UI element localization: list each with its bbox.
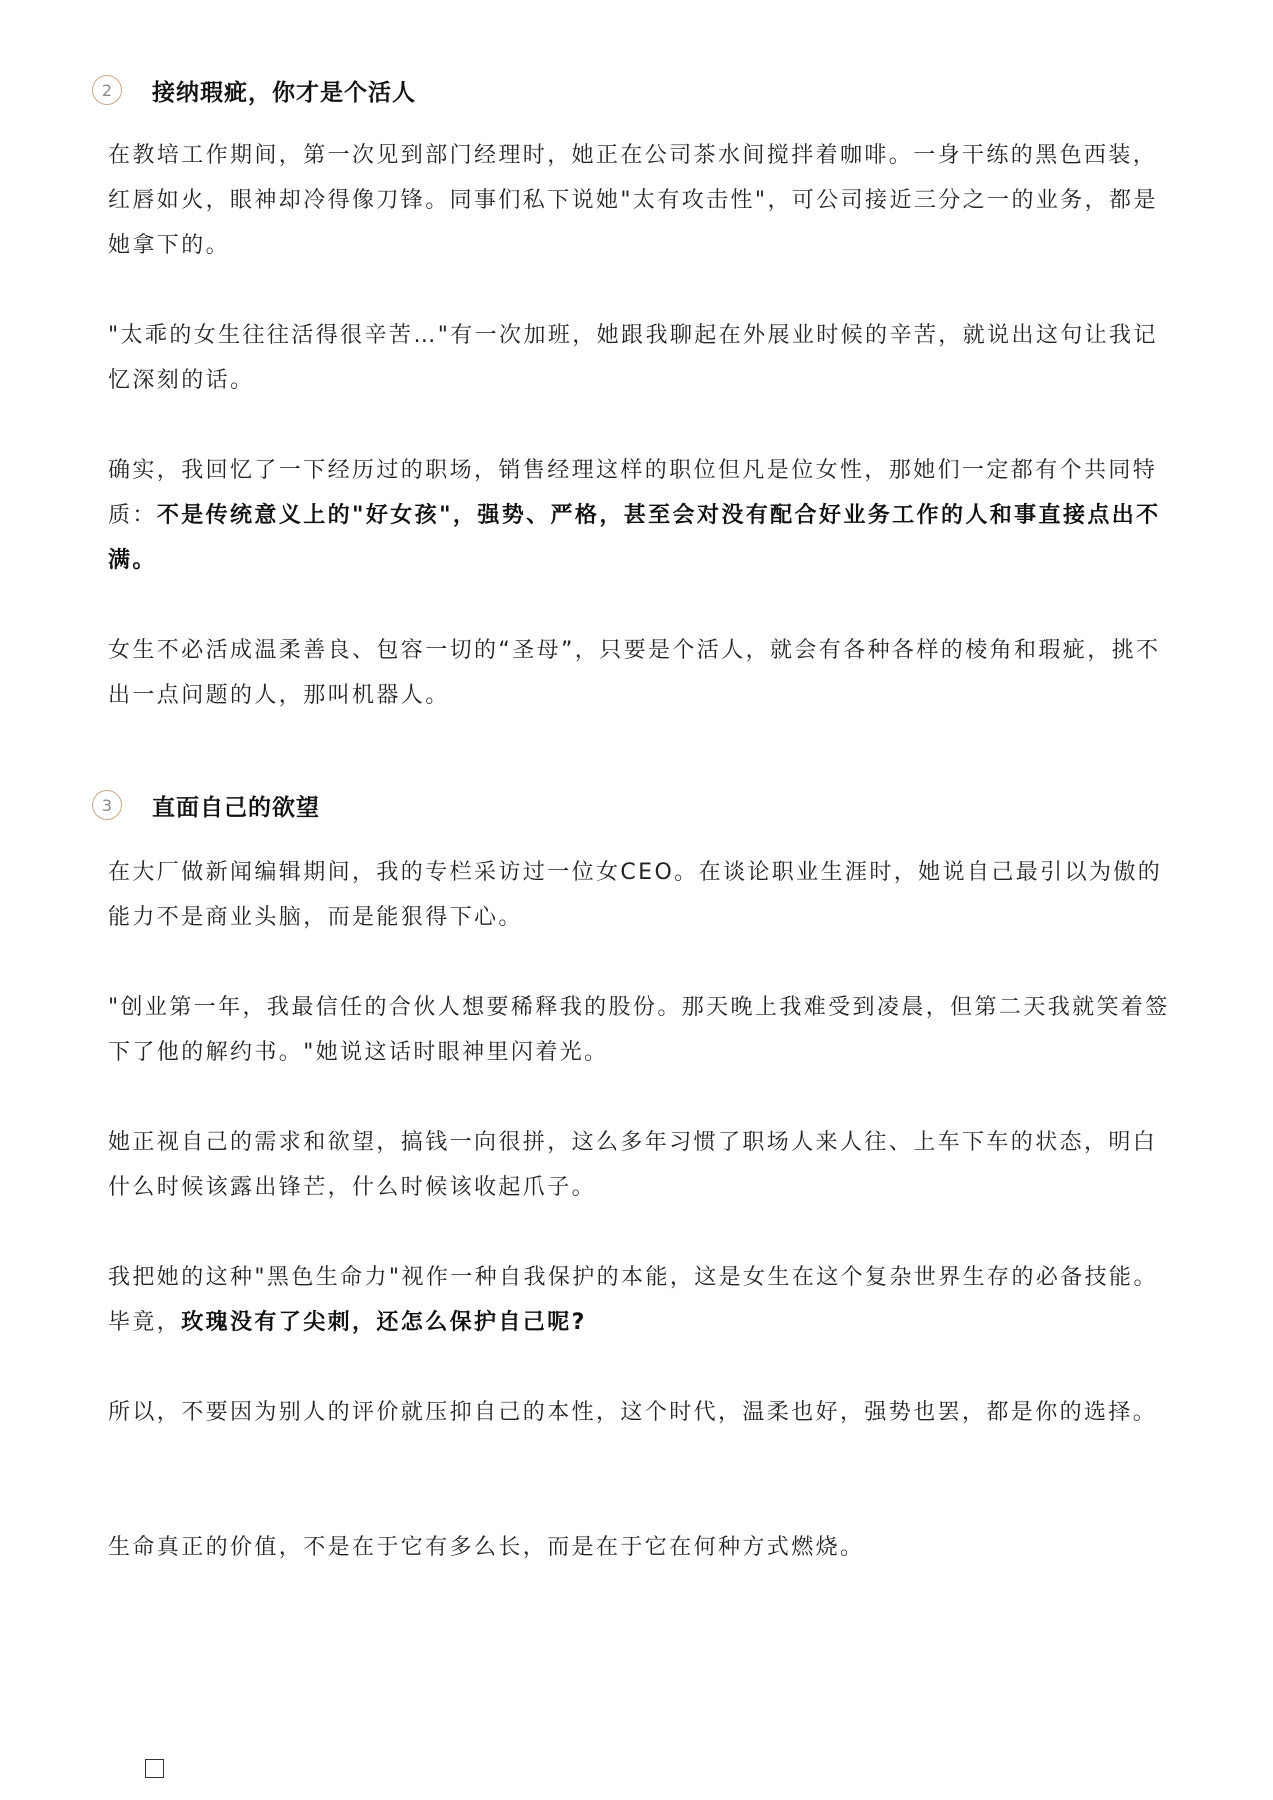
section-title: 直面自己的欲望 [152,794,320,821]
section-number-badge: 2 [92,75,122,105]
paragraph: 女生不必活成温柔善良、包容一切的“圣母”，只要是个活人，就会有各种各样的棱角和瑕疵，挑不出一点问题的人，那叫机器人。 [108,638,1161,708]
paragraph: 生命真正的价值，不是在于它有多么长，而是在于它在何种方式燃烧。 [108,1535,865,1560]
paragraph-text: 我把她的这种"黑色生命力"视作一种自我保护的本能，这是女生在这个复杂世界生存的必备技能。毕竟， [108,1265,1158,1335]
checkbox-square-icon[interactable] [145,1759,164,1778]
section-3-heading [92,785,320,825]
paragraph: "创业第一年，我最信任的合伙人想要稀释我的股份。那天晚上我难受到凌晨，但第二天我就笑着签下了他的解约书。"她说这话时眼神里闪着光。 [108,995,1170,1065]
section-number-badge: 3 [92,790,122,820]
emphasis-text: 玫瑰没有了尖刺，还怎么保护自己呢? [181,1310,587,1335]
paragraph: 在大厂做新闻编辑期间，我的专栏采访过一位女CEO。在谈论职业生涯时，她说自己最引以为傲的能力不是商业头脑，而是能狠得下心。 [108,860,1163,930]
paragraph [108,448,1178,583]
section-title: 接纳瑕疵，你才是个活人 [152,79,416,106]
emphasis-text: 不是传统意义上的"好女孩"，强势、严格，甚至会对没有配合好业务工作的人和事直接点出不满。 [108,503,1161,573]
paragraph [108,1255,1178,1345]
section-2-heading [92,70,416,110]
paragraph: "太乖的女生往往活得很辛苦…"有一次加班，她跟我聊起在外展业时候的辛苦，就说出这句让我记忆深刻的话。 [108,323,1158,393]
paragraph: 她正视自己的需求和欲望，搞钱一向很拼，这么多年习惯了职场人来人往、上车下车的状态，明白什么时候该露出锋芒，什么时候该收起爪子。 [108,1130,1158,1200]
paragraph: 在教培工作期间，第一次见到部门经理时，她正在公司茶水间搅拌着咖啡。一身干练的黑色西装，红唇如火，眼神却冷得像刀锋。同事们私下说她"太有攻击性"，可公司接近三分之一的业务，都是她拿下的。 [108,143,1158,258]
paragraph: 所以，不要因为别人的评价就压抑自己的本性，这个时代，温柔也好，强势也罢，都是你的选择。 [108,1400,1158,1425]
paragraph-text: 确实，我回忆了一下经历过的职场，销售经理这样的职位但凡是位女性，那她们一定都有个共同特质： [108,458,1158,528]
